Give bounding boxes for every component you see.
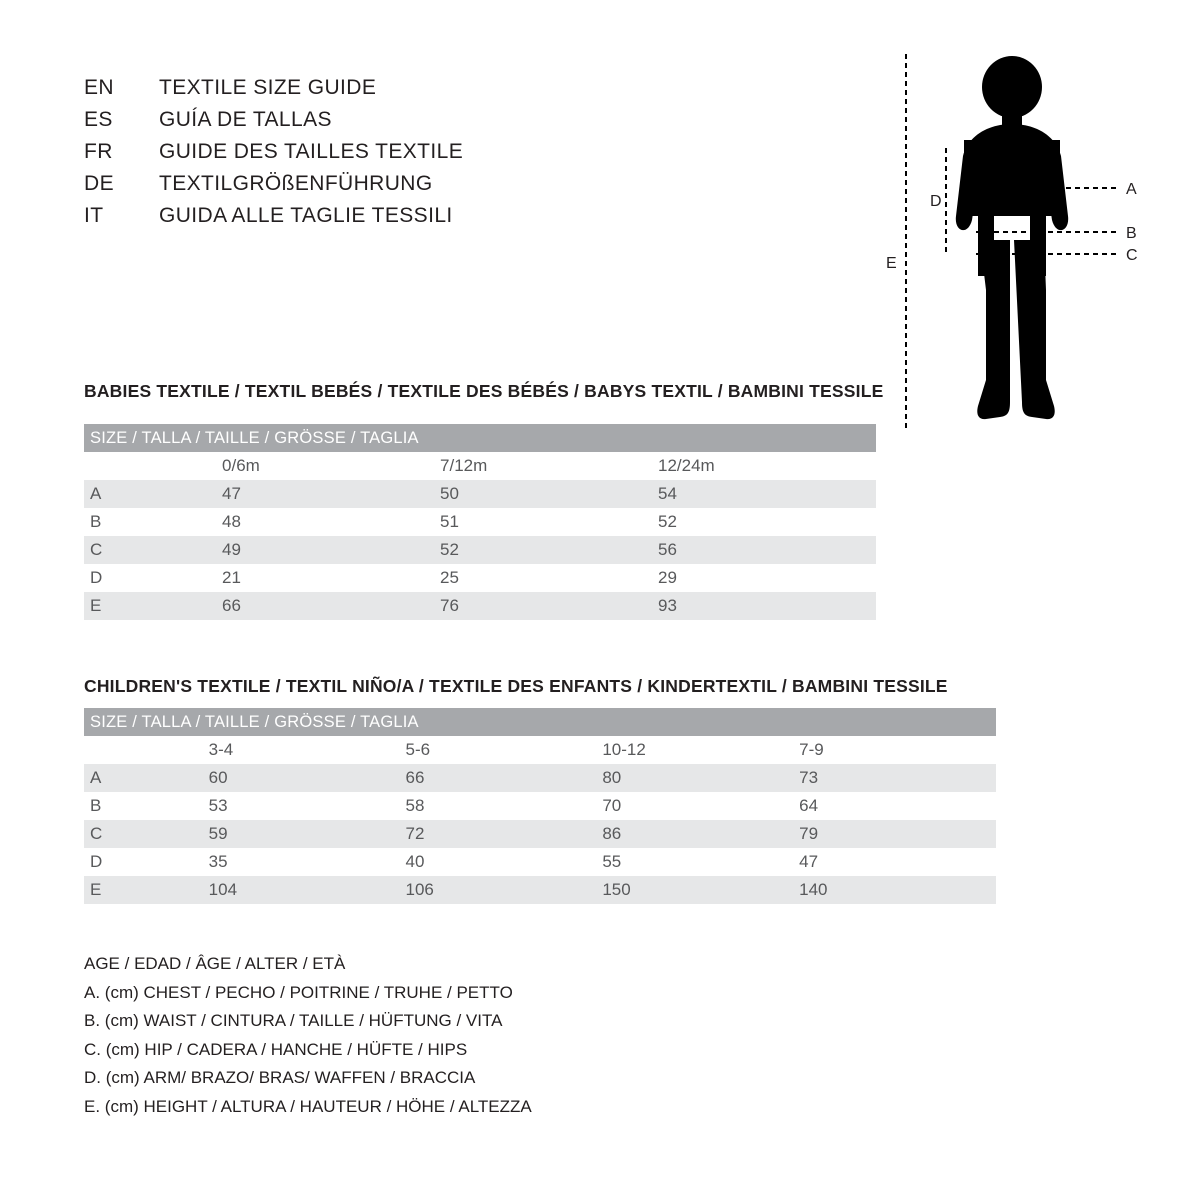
table-row — [84, 848, 996, 876]
babies-col-2: 12/24m — [658, 452, 876, 480]
children-section-heading: CHILDREN'S TEXTILE / TEXTIL NIÑO/A / TEXTILE DES ENFANTS / KINDERTEXTIL / BAMBINI TESSILE — [84, 676, 948, 696]
legend-line-age: AGE / EDAD / ÂGE / ALTER / ETÀ — [84, 954, 346, 973]
children-b-2: 70 — [602, 792, 799, 820]
table-row — [84, 792, 996, 820]
table-row — [84, 592, 876, 620]
title-lang-es: ES — [84, 108, 113, 131]
babies-row-label-b: B — [84, 508, 222, 536]
figure-label-e: E — [886, 255, 897, 272]
title-block — [84, 76, 704, 236]
babies-b-1: 51 — [440, 508, 658, 536]
children-c-0: 59 — [209, 820, 406, 848]
babies-a-1: 50 — [440, 480, 658, 508]
children-size-table — [84, 708, 996, 904]
title-lang-en: EN — [84, 76, 114, 99]
title-lang-it: IT — [84, 204, 104, 227]
babies-e-2: 93 — [658, 592, 876, 620]
children-c-1: 72 — [405, 820, 602, 848]
title-lang-de: DE — [84, 172, 114, 195]
babies-b-0: 48 — [222, 508, 440, 536]
children-a-3: 73 — [799, 764, 996, 792]
children-row-label-b: B — [84, 792, 209, 820]
legend-line-b: B. (cm) WAIST / CINTURA / TAILLE / HÜFTUNG / VITA — [84, 1011, 503, 1030]
legend-line-e: E. (cm) HEIGHT / ALTURA / HAUTEUR / HÖHE / ALTEZZA — [84, 1096, 532, 1116]
title-row-fr — [84, 140, 704, 172]
title-text-en: TEXTILE SIZE GUIDE — [159, 76, 377, 99]
babies-c-2: 56 — [658, 536, 876, 564]
table-row — [84, 876, 996, 904]
babies-row-label-c: C — [84, 536, 222, 564]
babies-corner-cell — [84, 452, 222, 480]
children-c-3: 79 — [799, 820, 996, 848]
table-row — [84, 508, 876, 536]
children-c-2: 86 — [602, 820, 799, 848]
title-text-it: GUIDA ALLE TAGLIE TESSILI — [159, 204, 453, 227]
table-row — [84, 564, 876, 592]
children-b-3: 64 — [799, 792, 996, 820]
children-a-1: 66 — [405, 764, 602, 792]
children-corner-cell — [84, 736, 209, 764]
children-col-1: 5-6 — [405, 736, 602, 764]
babies-col-0: 0/6m — [222, 452, 440, 480]
children-e-3: 140 — [799, 876, 996, 904]
legend-line-c: C. (cm) HIP / CADERA / HANCHE / HÜFTE / HIPS — [84, 1039, 468, 1059]
babies-b-2: 52 — [658, 508, 876, 536]
children-b-1: 58 — [405, 792, 602, 820]
title-text-fr: GUIDE DES TAILLES TEXTILE — [159, 140, 464, 163]
babies-size-header-row — [84, 424, 876, 452]
figure-label-a: A — [1126, 181, 1137, 198]
children-row-label-d: D — [84, 848, 209, 876]
children-column-header-row — [84, 736, 996, 764]
legend-line-a: A. (cm) CHEST / PECHO / POITRINE / TRUHE / PETTO — [84, 982, 513, 1002]
table-row — [84, 820, 996, 848]
body-measurement-diagram — [860, 40, 1160, 460]
babies-d-1: 25 — [440, 564, 658, 592]
table-row — [84, 480, 876, 508]
babies-section-heading: BABIES TEXTILE / TEXTIL BEBÉS / TEXTILE DES BÉBÉS / BABYS TEXTIL / BAMBINI TESSILE — [84, 381, 884, 401]
children-col-3: 7-9 — [799, 736, 996, 764]
title-row-es — [84, 108, 704, 140]
title-text-es: GUÍA DE TALLAS — [159, 108, 332, 131]
body-figure-svg — [860, 40, 1160, 460]
babies-a-0: 47 — [222, 480, 440, 508]
babies-a-2: 54 — [658, 480, 876, 508]
babies-row-label-a: A — [84, 480, 222, 508]
legend-line-d: D. (cm) ARM/ BRAZO/ BRAS/ WAFFEN / BRACCIA — [84, 1068, 476, 1087]
children-d-0: 35 — [209, 848, 406, 876]
babies-size-table — [84, 424, 876, 620]
children-d-3: 47 — [799, 848, 996, 876]
title-text-de: TEXTILGRÖßENFÜHRUNG — [159, 172, 433, 195]
title-row-it — [84, 204, 704, 236]
babies-row-label-e: E — [84, 592, 222, 620]
babies-size-header: SIZE / TALLA / TAILLE / GRÖSSE / TAGLIA — [84, 424, 876, 452]
children-col-0: 3-4 — [209, 736, 406, 764]
children-row-label-a: A — [84, 764, 209, 792]
children-e-2: 150 — [602, 876, 799, 904]
babies-e-0: 66 — [222, 592, 440, 620]
babies-col-1: 7/12m — [440, 452, 658, 480]
babies-column-header-row — [84, 452, 876, 480]
children-size-header: SIZE / TALLA / TAILLE / GRÖSSE / TAGLIA — [84, 708, 996, 736]
children-d-2: 55 — [602, 848, 799, 876]
title-row-en — [84, 76, 704, 108]
title-row-de — [84, 172, 704, 204]
legend — [84, 950, 532, 1121]
children-size-header-row — [84, 708, 996, 736]
babies-d-0: 21 — [222, 564, 440, 592]
babies-c-1: 52 — [440, 536, 658, 564]
figure-label-c: C — [1126, 247, 1138, 264]
figure-label-d: D — [930, 193, 942, 210]
figure-label-b: B — [1126, 225, 1137, 242]
children-d-1: 40 — [405, 848, 602, 876]
babies-row-label-d: D — [84, 564, 222, 592]
babies-d-2: 29 — [658, 564, 876, 592]
table-row — [84, 764, 996, 792]
babies-e-1: 76 — [440, 592, 658, 620]
children-a-0: 60 — [209, 764, 406, 792]
children-a-2: 80 — [602, 764, 799, 792]
children-row-label-c: C — [84, 820, 209, 848]
table-row — [84, 536, 876, 564]
children-col-2: 10-12 — [602, 736, 799, 764]
children-b-0: 53 — [209, 792, 406, 820]
children-e-1: 106 — [405, 876, 602, 904]
title-lang-fr: FR — [84, 140, 113, 163]
children-e-0: 104 — [209, 876, 406, 904]
children-row-label-e: E — [84, 876, 209, 904]
babies-c-0: 49 — [222, 536, 440, 564]
